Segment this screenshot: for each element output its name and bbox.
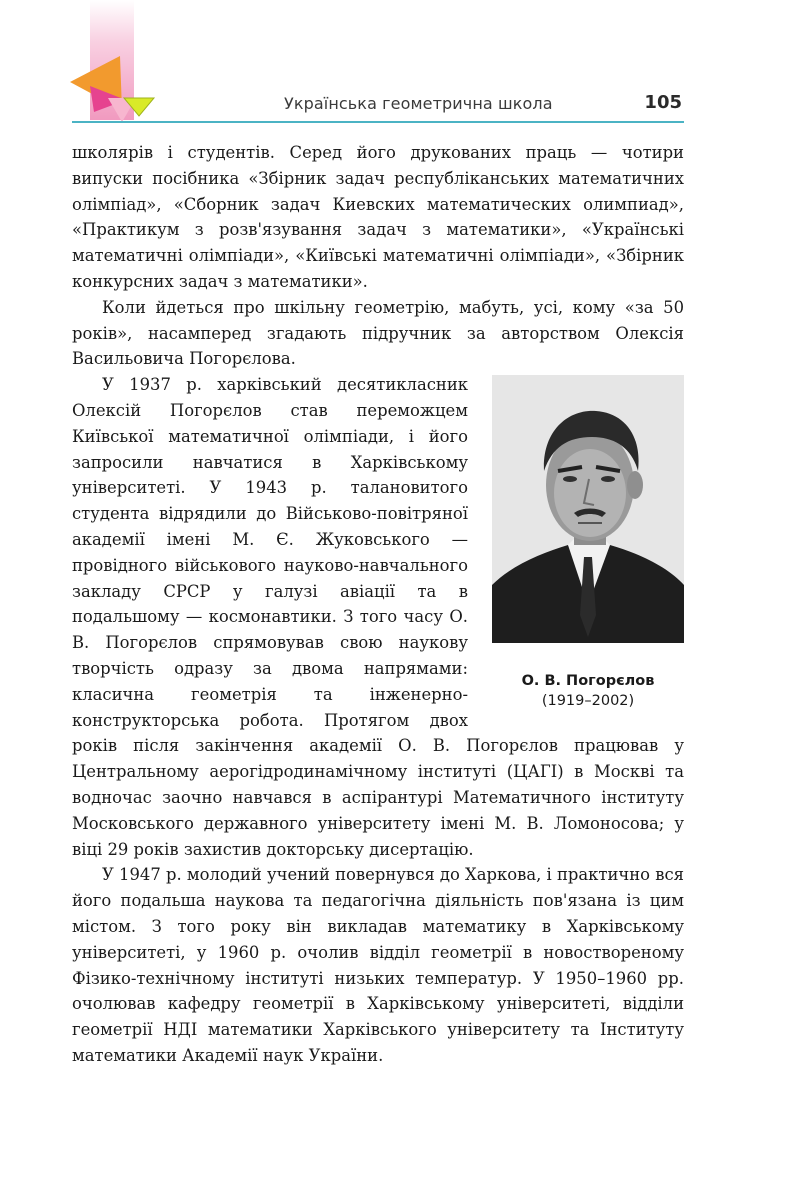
paragraph-3: У 1937 р. харківський десятикласник Олексій Погорєлов став переможцем Київської математичної олімпіади, і його запросили навчатися в Харківському університеті. У 1943 р. талановитого студента відрядили до Військово-повітряної академії імені М. Є. Жуковського — провідного військового науково-навчального закладу СРСР у галузі авіації та в подальшому — космонавтики. З того часу О. В. Погорєлов спрямовував свою наукову творчість одразу за двома напрямами: класична геометрія та інженерно-конструкторська робота. Протягом двох років після закінчення академії О. В. Погорєлов працював у Центральному аерогідродинамічному інституті (ЦАГІ) в Москві та водночас заочно навчався в аспірантурі Математичного інституту Московського державного університету імені М. В. Ломоносова; у віці 29 років захистив докторську дисертацію. <box>72 375 684 859</box>
page-body <box>72 140 684 1069</box>
paragraph-4: У 1947 р. молодий учений повернувся до Харкова, і практично вся його подальша наукова та педагогічна діяльність пов'язана із цим містом. З того року він викладав математику в Харківському університеті, у 1960 р. очолив відділ геометрії в новоствореному Фізико-технічному інституті низьких температур. У 1950–1960 рр. очолював кафедру геометрії в Харківському університеті, відділи геометрії НДІ математики Харківського університету та Інституту математики Академії наук України. <box>72 865 684 1065</box>
page-number: 105 <box>644 92 682 113</box>
paragraph-2: Коли йдеться про шкільну геометрію, мабуть, усі, кому «за 50 років», насамперед згадають підручник за авторством Олексія Васильовича Погорєлова. <box>72 297 684 369</box>
running-header-title: Українська геометрична школа <box>284 94 553 113</box>
portrait-photo <box>492 375 684 643</box>
paragraph-1: школярів і студентів. Серед його друкованих праць — чотири випуски посібника «Збірник задач республіканських математичних олімпіад», «Сборник задач Киевских математических олимпиад», «Практикум з розв'язування задач з математики», «Українські математичні олімпіади», «Київські математичні олімпіади», «Збірник конкурсних задач з математики». <box>72 143 684 291</box>
portrait-figure <box>492 375 684 711</box>
portrait-caption-name: О. В. Погорєлов <box>521 673 655 690</box>
portrait-caption-dates: (1919–2002) <box>541 693 635 710</box>
header-rule <box>72 121 684 123</box>
triangles-logo-icon <box>66 50 158 126</box>
